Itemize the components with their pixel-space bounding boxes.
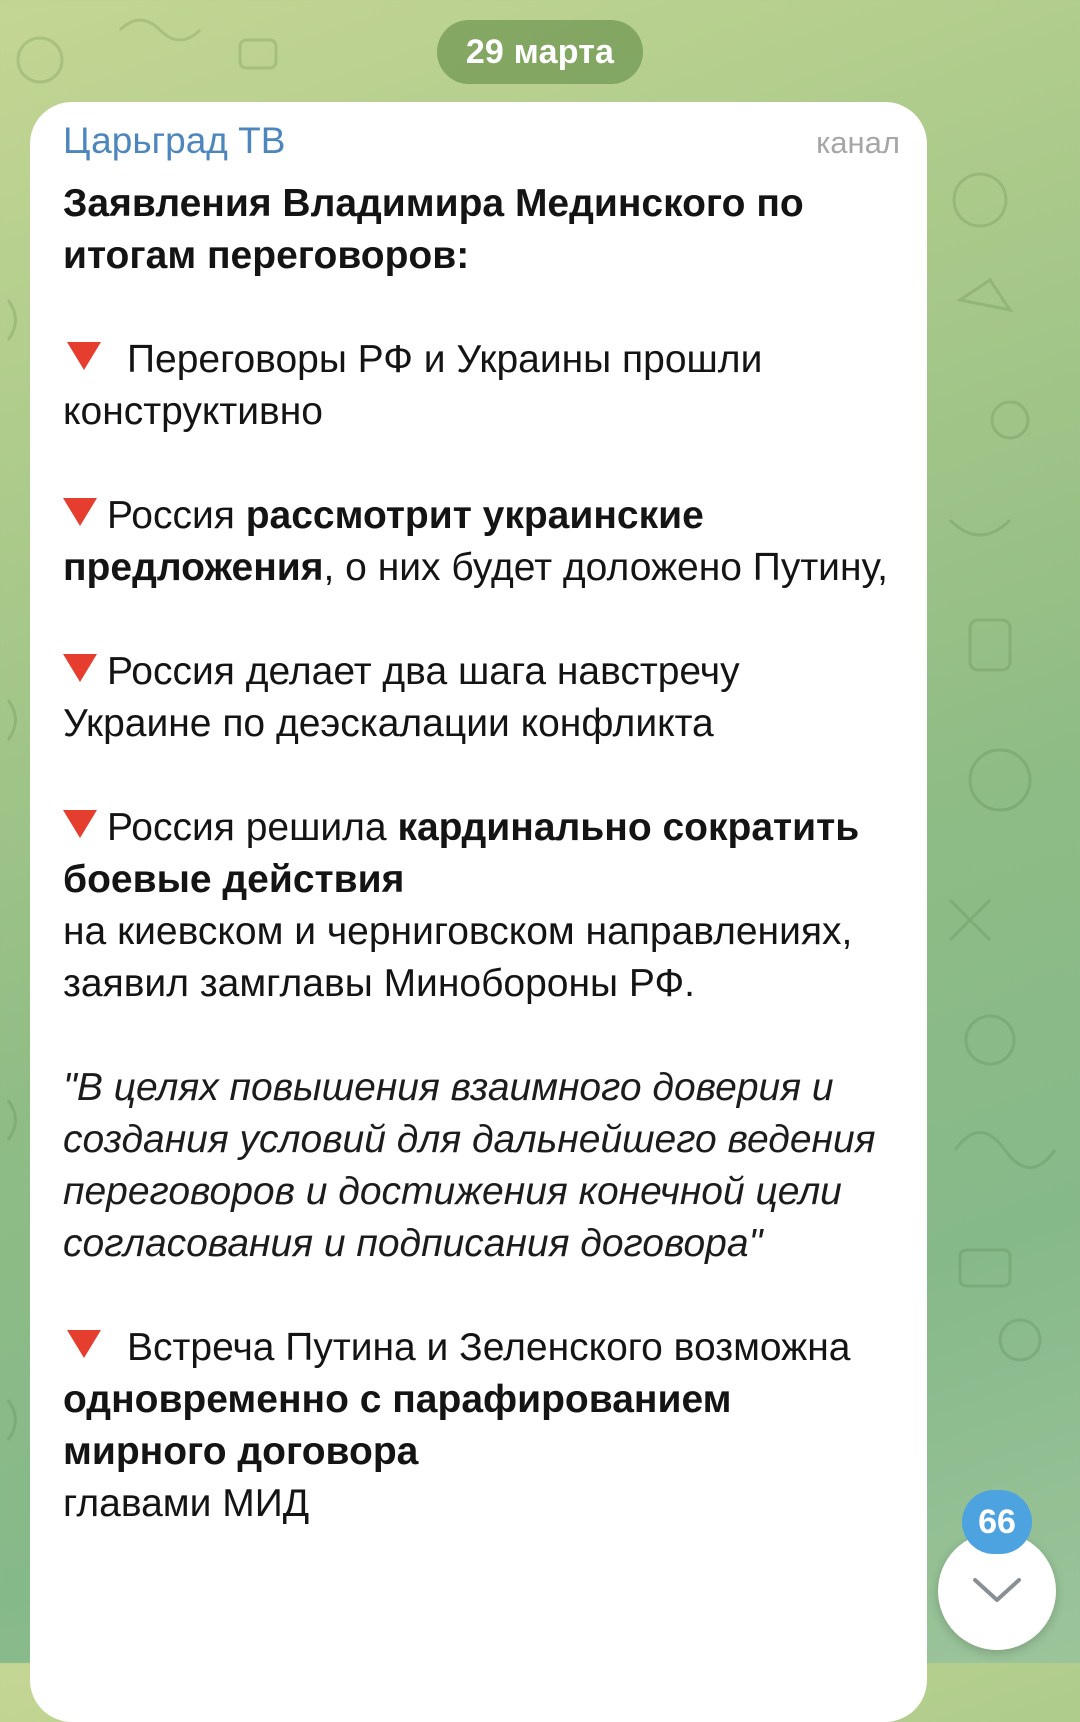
chevron-down-icon xyxy=(971,1576,1023,1606)
post-item: Переговоры РФ и Украины прошли конструктивно xyxy=(63,338,763,433)
red-triangle-down-icon xyxy=(63,810,97,838)
post-quote: "В целях повышения взаимного доверия и создания условий для дальнейшего ведения переговоров и достижения конечной цели согласования и подписания договора" xyxy=(63,1066,876,1265)
red-triangle-down-icon xyxy=(63,654,97,682)
date-separator: 29 марта xyxy=(437,20,643,84)
post-text xyxy=(63,178,895,1530)
post-header xyxy=(63,120,900,176)
channel-post-bubble[interactable] xyxy=(30,102,927,1722)
unread-count-badge: 66 xyxy=(962,1490,1032,1554)
red-triangle-down-icon xyxy=(67,342,101,370)
channel-name-link[interactable]: Царьград ТВ xyxy=(63,120,286,161)
red-triangle-down-icon xyxy=(63,498,97,526)
post-title: Заявления Владимира Мединского по итогам переговоров: xyxy=(63,182,804,277)
post-item: Встреча Путина и Зеленского возможна одновременно с парафированием мирного договора главами МИД xyxy=(63,1326,851,1525)
channel-type-label: канал xyxy=(816,125,900,160)
post-item: Россия делает два шага навстречу Украине по деэскалации конфликта xyxy=(63,650,740,745)
post-item: Россия решила кардинально сократить боевые действия на киевском и черниговском направлениях, заявил замглавы Минобороны РФ. xyxy=(63,806,860,1005)
post-item: Россия рассмотрит украинские предложения, о них будет доложено Путину, xyxy=(63,494,888,589)
red-triangle-down-icon xyxy=(67,1330,101,1358)
